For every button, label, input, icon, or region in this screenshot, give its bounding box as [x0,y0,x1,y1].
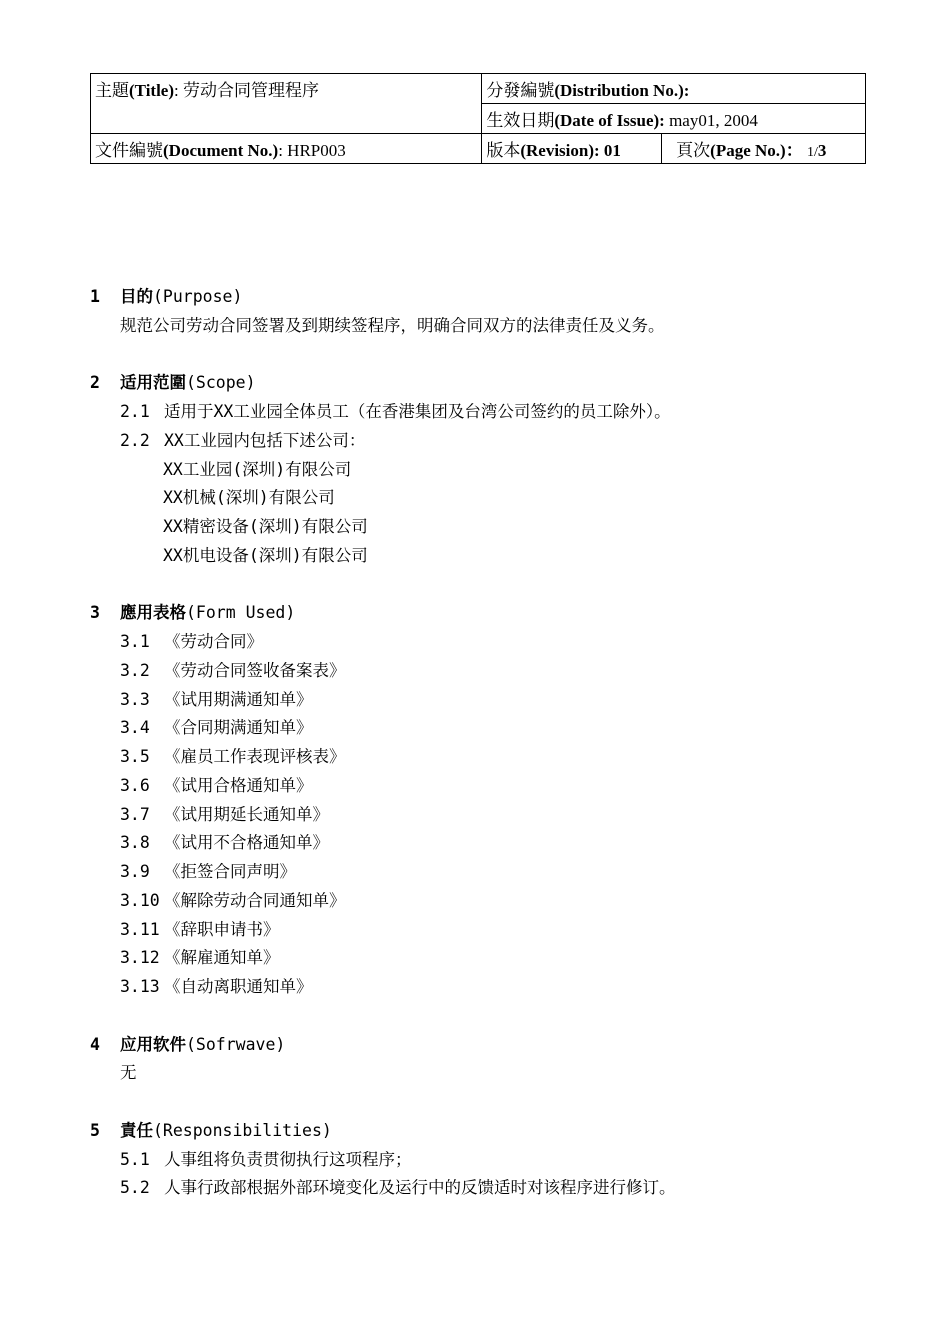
form-name: 《雇员工作表现评核表》 [164,747,346,766]
item-number: 3.8 [120,833,150,853]
document-no-value: : HRP003 [278,141,346,160]
date-label-cn: 生效日期 [486,111,555,130]
section-title-cn: 应用软件 [120,1034,186,1054]
section-4-heading [90,1031,870,1060]
distribution-cell [482,74,866,104]
revision-cell [482,134,662,164]
section-title-en: (Form Used) [186,603,296,623]
section-title-cn: 适用范圍 [120,373,186,393]
item-text: 人事行政部根据外部环境变化及运行中的反馈适时对该程序进行修订。 [164,1178,676,1198]
item-number: 3.10 [120,890,160,910]
responsibility-item [90,1146,870,1175]
item-number: 3.3 [120,689,150,709]
title-label-en: (Title) [129,81,175,100]
item-number: 3.11 [120,919,160,939]
section-title-en: (Responsibilities) [153,1120,332,1140]
form-item [90,657,870,686]
company-name: XX机械(深圳)有限公司 [163,488,335,508]
scope-item [90,427,870,456]
section-number: 4 [90,1034,100,1054]
document-header-table [90,73,866,164]
form-item [90,887,870,916]
item-number: 3.5 [120,747,150,766]
page-label-cn: 頁次 [676,141,711,160]
form-item [90,944,870,973]
revision-value: (Revision): 01 [520,141,621,160]
form-name: 《拒签合同声明》 [164,862,296,881]
item-number: 3.12 [120,948,160,968]
section-2-heading [90,369,870,398]
section-number: 5 [90,1120,100,1140]
section-title-cn: 目的 [120,287,153,306]
item-number: 3.13 [120,977,160,996]
form-item [90,916,870,945]
document-body [90,283,870,1203]
page-label-en: (Page No.) [710,141,786,160]
form-name: 《解除劳动合同通知单》 [164,890,346,910]
document-no-label-cn: 文件編號 [95,141,163,160]
section-number: 3 [90,603,100,623]
page-total: 3 [817,141,827,160]
form-name: 《劳动合同》 [164,632,263,651]
company-name: XX工业园(深圳)有限公司 [163,459,352,479]
form-item [90,829,870,858]
date-cell [482,104,866,134]
form-item [90,772,870,801]
section-title-cn: 責任 [120,1120,153,1140]
page-colon: ： [785,141,803,160]
form-name: 《试用期满通知单》 [164,689,313,709]
form-item [90,858,870,887]
form-item [90,628,870,657]
section-1-heading [90,283,870,312]
form-item [90,801,870,830]
section-title-en: (Purpose) [153,287,243,306]
item-number: 2.1 [120,402,150,421]
item-number: 3.2 [120,660,150,680]
purpose-text: 规范公司劳动合同签署及到期续签程序，明确合同双方的法律责任及义务。 [120,315,665,335]
distribution-label-cn: 分發編號 [486,81,555,100]
date-label-en: (Date of Issue): [554,111,665,130]
form-name: 《试用不合格通知单》 [164,833,329,853]
page-current: 1/ [806,145,818,160]
section-number: 2 [90,373,100,393]
item-text: 适用于XX工业园全体员工（在香港集团及台湾公司签约的员工除外）。 [164,402,671,421]
form-item [90,686,870,715]
item-number: 3.6 [120,775,150,795]
form-name: 《辞职申请书》 [164,919,280,939]
software-text: 无 [120,1063,137,1083]
document-no-cell [91,134,482,164]
form-name: 《解雇通知单》 [164,948,280,968]
item-number: 5.2 [120,1178,150,1198]
page-no-cell [662,134,866,164]
item-number: 3.1 [120,632,150,651]
item-number: 2.2 [120,430,150,450]
section-5-heading [90,1117,870,1146]
title-label-cn: 主題 [95,81,129,100]
document-no-label-en: (Document No.) [163,141,279,160]
forms-list [90,628,870,1002]
section-title-en: (Scope) [186,373,256,393]
form-name: 《试用合格通知单》 [164,775,313,795]
revision-label-cn: 版本 [486,141,521,160]
form-item [90,714,870,743]
company-name: XX机电设备(深圳)有限公司 [163,545,368,565]
section-3-heading [90,599,870,628]
form-name: 《劳动合同签收备案表》 [164,660,346,680]
form-name: 《自动离职通知单》 [164,977,313,996]
section-number: 1 [90,287,100,306]
title-cell [91,74,482,134]
item-number: 3.7 [120,804,150,824]
item-text: 人事组将负责贯彻执行这项程序； [164,1149,412,1169]
distribution-label-en: (Distribution No.): [554,81,690,100]
responsibility-item [90,1174,870,1203]
item-number: 3.9 [120,862,150,881]
company-name: XX精密设备(深圳)有限公司 [163,517,368,536]
item-number: 5.1 [120,1149,150,1169]
form-item [90,973,870,1002]
title-value: : 劳动合同管理程序 [174,81,319,100]
section-title-cn: 應用表格 [120,603,186,623]
date-value: may01, 2004 [664,111,758,130]
form-name: 《合同期满通知单》 [164,718,313,738]
scope-item [90,398,870,427]
item-number: 3.4 [120,718,150,738]
section-title-en: (Sofrwave) [186,1034,286,1054]
item-text: XX工业园内包括下述公司： [164,430,366,450]
form-name: 《试用期延长通知单》 [164,804,329,824]
form-item [90,743,870,772]
